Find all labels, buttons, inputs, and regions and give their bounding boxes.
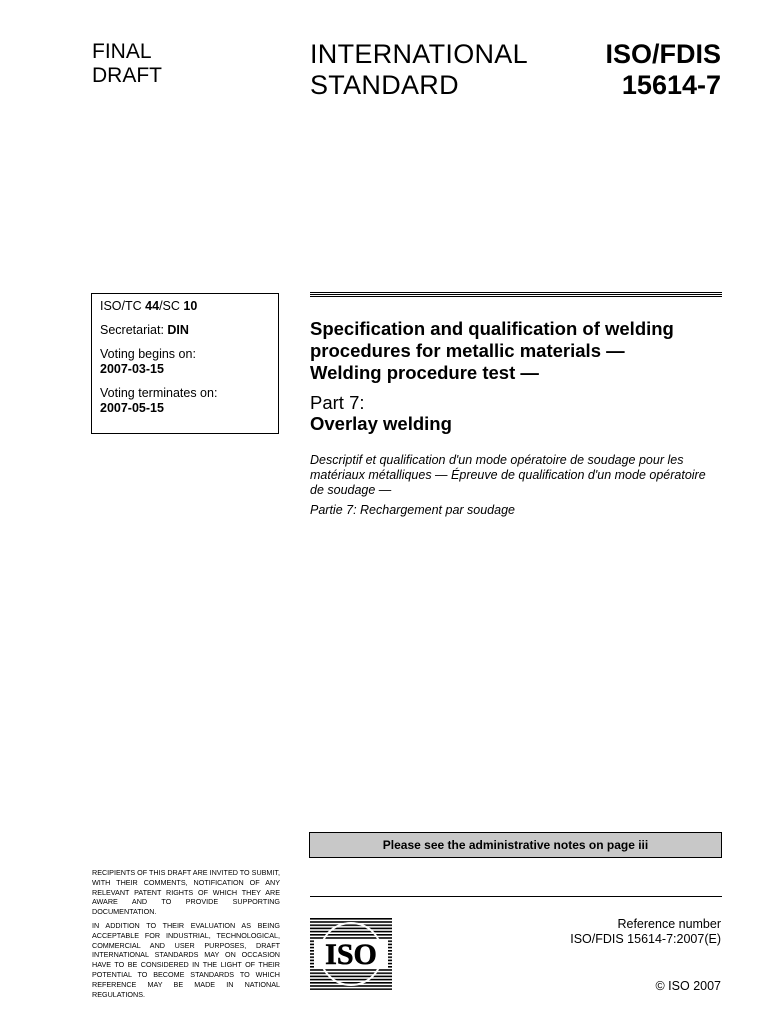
committee-info-box xyxy=(91,293,279,434)
french-part-title: Partie 7: Rechargement par soudage xyxy=(310,503,515,517)
voting-terminates: Voting terminates on: 2007-05-15 xyxy=(100,386,218,415)
french-title: Descriptif et qualification d'un mode opératoire de soudage pour les matériaux métalliques — Épreuve de qualification d'un mode opératoire de soudage — xyxy=(310,453,706,497)
secretariat-line: Secretariat: DIN xyxy=(100,323,189,337)
document-type: INTERNATIONAL STANDARD xyxy=(310,39,528,100)
part-name: Overlay welding xyxy=(310,413,452,434)
title-top-rule xyxy=(310,292,722,298)
reference-number: Reference number ISO/FDIS 15614-7:2007(E) xyxy=(570,917,721,946)
draft-status: FINAL DRAFT xyxy=(92,40,162,87)
recipients-notice: RECIPIENTS OF THIS DRAFT ARE INVITED TO SUBMIT, WITH THEIR COMMENTS, NOTIFICATION OF ANY RELEVANT PATENT RIGHTS OF WHICH THEY ARE AWARE AND TO PROVIDE SUPPORTING DOCUMENTATION. IN ADDITION TO THEIR EVALUATION AS BEING ACCEPTABLE FOR INDUSTRIAL, TECHNOLOGICAL, COMMERCIAL AND USER PURPOSES, DRAFT INTERNATIONAL STANDARDS MAY ON OCCASION HAVE TO BE CONSIDERED IN THE LIGHT OF THEIR POTENTIAL TO BECOME STANDARDS TO WHICH REFERENCE MAY BE MADE IN NATIONAL REGULATIONS. xyxy=(92,868,280,999)
standard-number: ISO/FDIS 15614-7 xyxy=(605,39,721,100)
iso-logo-icon xyxy=(310,918,392,990)
voting-begins: Voting begins on: 2007-03-15 xyxy=(100,347,196,376)
admin-notes-banner: Please see the administrative notes on page iii xyxy=(309,832,722,858)
committee-line: ISO/TC 44/SC 10 xyxy=(100,299,198,313)
iso-logo-text: ISO xyxy=(325,938,377,971)
part-number: Part 7: xyxy=(310,392,365,413)
document-title: Specification and qualification of welding procedures for metallic materials — Welding procedure test — xyxy=(310,318,674,383)
copyright: © ISO 2007 xyxy=(655,979,721,993)
bottom-rule xyxy=(310,896,722,897)
